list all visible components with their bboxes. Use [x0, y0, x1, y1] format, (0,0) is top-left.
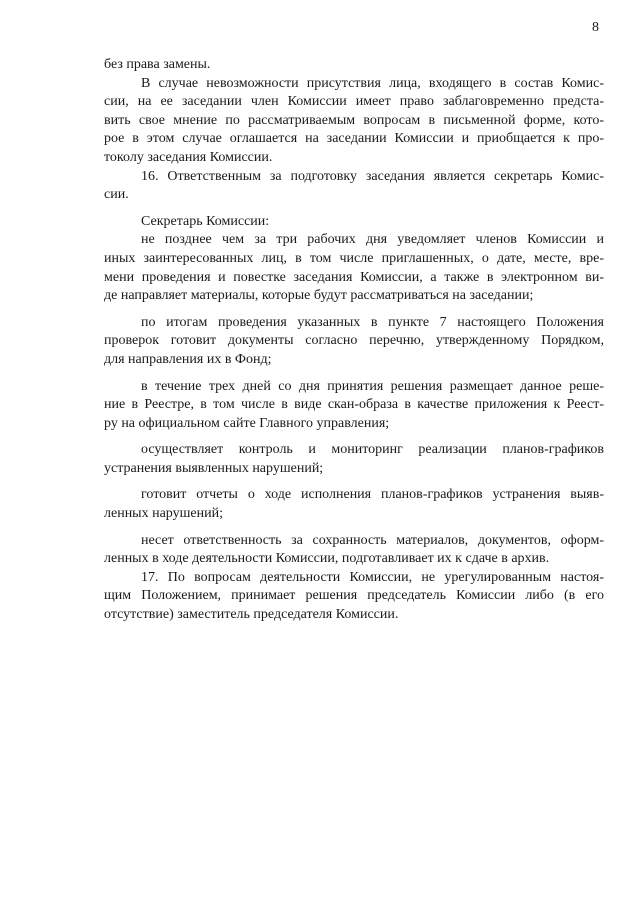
text-line: сии, на ее заседании член Комиссии имеет право заблаговременно предста-: [104, 94, 604, 110]
text-line: ние в Реестре, в том числе в виде скан-образа в качестве приложения к Реест-: [104, 397, 604, 413]
text-line: рое в этом случае оглашается на заседании Комиссии и приобщается к про-: [104, 131, 604, 147]
text-line: иных заинтересованных лиц, в том числе приглашенных, о дате, месте, вре-: [104, 250, 604, 266]
text-line: 17. По вопросам деятельности Комиссии, не урегулированным настоя-: [141, 569, 604, 585]
text-line: мени проведения и повестке заседания Комиссии, а также в электронном ви-: [104, 269, 604, 285]
text-line: в течение трех дней со дня принятия решения размещает данное реше-: [141, 378, 604, 394]
text-line: вить свое мнение по рассматриваемым вопросам в письменной форме, кото-: [104, 112, 604, 128]
text-line: ленных нарушений;: [104, 506, 223, 522]
text-line: готовит отчеты о ходе исполнения планов-графиков устранения выяв-: [141, 487, 604, 503]
text-line: без права замены.: [104, 57, 211, 72]
text-line: устранения выявленных нарушений;: [104, 460, 324, 476]
text-line: Секретарь Комиссии:: [141, 213, 270, 229]
text-line: не позднее чем за три рабочих дня уведомляет членов Комиссии и: [141, 232, 604, 248]
text-line: для направления их в Фонд;: [104, 351, 272, 367]
text-line: отсутствие) заместитель председателя Комиссии.: [104, 607, 399, 623]
document-body: [104, 56, 604, 625]
text-line: токолу заседания Комиссии.: [104, 149, 273, 165]
text-line: несет ответственность за сохранность материалов, документов, оформ-: [141, 532, 604, 548]
text-line: 16. Ответственным за подготовку заседания является секретарь Комис-: [141, 168, 604, 184]
text-line: щим Положением, принимает решения председатель Комиссии либо (в его: [104, 588, 604, 604]
text-line: де направляет материалы, которые будут рассматриваться на заседании;: [104, 288, 534, 304]
text-line: проверок готовит документы согласно перечню, утвержденному Порядком,: [104, 333, 604, 349]
text-line: осуществляет контроль и мониторинг реализации планов-графиков: [141, 442, 604, 458]
page-number: 8: [592, 20, 599, 35]
text-line: ру на официальном сайте Главного управления;: [104, 415, 390, 431]
text-line: сии.: [104, 187, 129, 203]
text-line: по итогам проведения указанных в пункте 7 настоящего Положения: [141, 314, 604, 330]
text-line: ленных в ходе деятельности Комиссии, подготавливает их к сдаче в архив.: [104, 551, 550, 567]
text-line: В случае невозможности присутствия лица, входящего в состав Комис-: [141, 75, 604, 91]
